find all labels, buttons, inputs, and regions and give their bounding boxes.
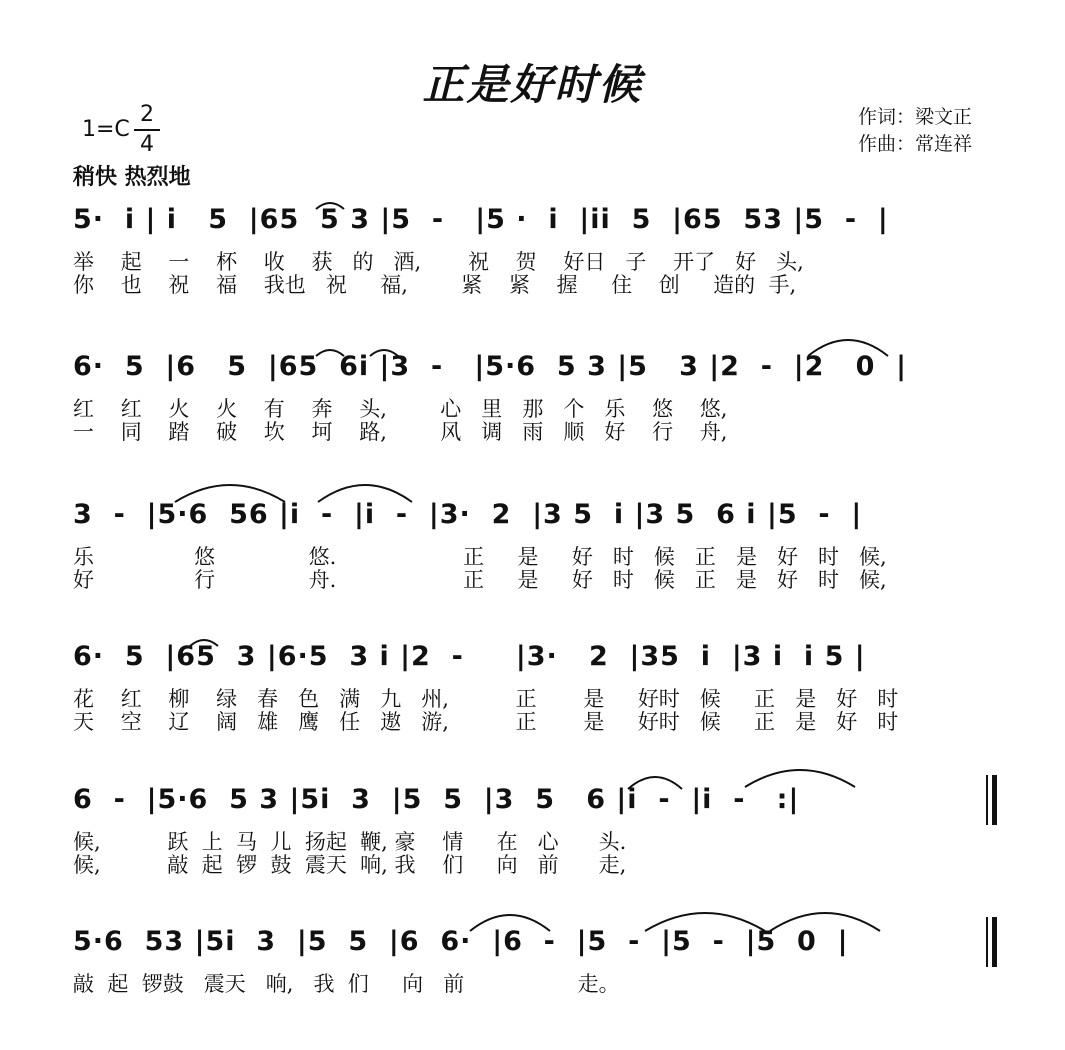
lyricist-credit: 作词：梁文正: [858, 106, 973, 128]
notation-line: 3 - |5·6 56 |i - |i - |3· 2 |3 5 i |3 5 6 i |5 - |: [73, 499, 863, 530]
lyric-verse-1: 候, 跃 上 马 儿 扬起 鞭, 豪 情 在 心 头.: [73, 830, 627, 854]
notation-line: 6 - |5·6 5 3 |5i 3 |5 5 |3 5 6 |i - |i - :|: [73, 784, 800, 815]
tempo-marking: 稍快 热烈地: [73, 165, 191, 190]
repeat-barline: [986, 775, 997, 825]
lyric-verse-1: 红 红 火 火 有 奔 头, 心 里 那 个 乐 悠 悠,: [73, 397, 728, 421]
time-signature: [134, 102, 160, 158]
lyric-verse-2: 好 行 舟. 正 是 好 时 候 正 是 好 时 候,: [73, 568, 887, 592]
lyric-verse-2: 一 同 踏 破 坎 坷 路, 风 调 雨 顺 好 行 舟,: [73, 420, 728, 444]
composer-credit: 作曲：常连祥: [858, 133, 973, 155]
lyric-verse-1: 乐 悠 悠. 正 是 好 时 候 正 是 好 时 候,: [73, 545, 887, 569]
score-row-5: [0, 775, 1065, 895]
notation-line: 5· i | i 5 |65 5 3 |5 - |5 · i |ii 5 |65 53 |5 - |: [73, 204, 889, 235]
time-signature-bottom: 4: [140, 132, 154, 157]
final-barline: [986, 917, 997, 967]
lyric-verse-2: 天 空 辽 阔 雄 鹰 任 遨 游, 正 是 好时 候 正 是 好 时: [73, 710, 899, 734]
notation-line: 6· 5 |65 3 |6·5 3 i |2 - |3· 2 |35 i |3 i i 5 |: [73, 641, 866, 672]
score-row-6: [0, 917, 1065, 1037]
notation-line: 6· 5 |6 5 |65 6i |3 - |5·6 5 3 |5 3 |2 - |2 0 |: [73, 351, 908, 382]
score-row-1: [0, 195, 1065, 315]
time-signature-line: [134, 129, 160, 131]
lyric-verse-1: 举 起 一 杯 收 获 的 酒, 祝 贺 好日 子 开了 好 头,: [73, 250, 804, 274]
time-signature-top: 2: [140, 102, 154, 127]
score-row-4: [0, 632, 1065, 752]
key-signature: 1=C: [82, 117, 130, 142]
lyric-verse-2: 你 也 祝 福 我也 祝 福, 紧 紧 握 住 创 造的 手,: [73, 273, 797, 297]
lyric-verse-1: 花 红 柳 绿 春 色 满 九 州, 正 是 好时 候 正 是 好 时: [73, 687, 899, 711]
lyric-verse-1: 敲 起 锣鼓 震天 响, 我 们 向 前 走。: [73, 972, 620, 996]
lyric-verse-2: 候, 敲 起 锣 鼓 震天 响, 我 们 向 前 走,: [73, 853, 627, 877]
score-row-2: [0, 342, 1065, 462]
song-title: 正是好时候: [422, 60, 643, 109]
score-row-3: [0, 490, 1065, 610]
credits: [858, 104, 972, 158]
notation-line: 5·6 53 |5i 3 |5 5 |6 6· |6 - |5 - |5 - |5 0 |: [73, 926, 849, 957]
